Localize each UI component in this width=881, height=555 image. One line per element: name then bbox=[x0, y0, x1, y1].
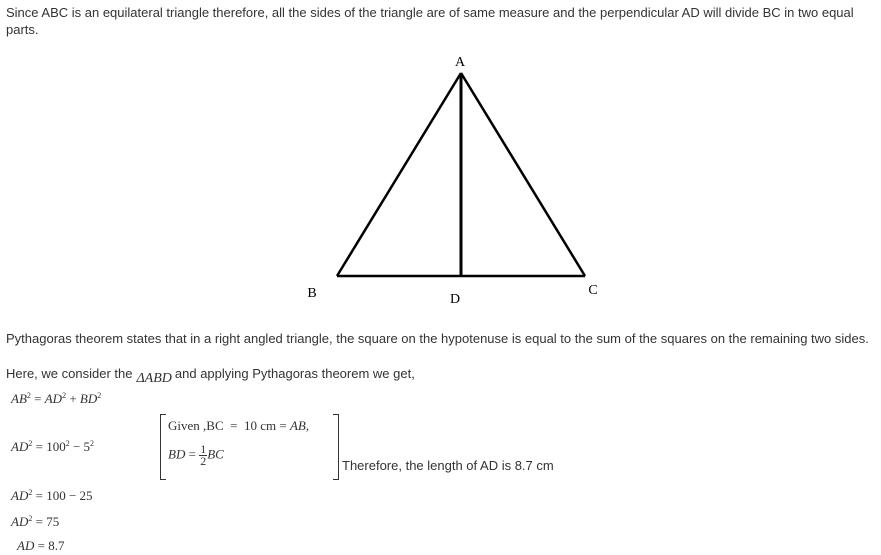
vertex-label-b: B bbox=[307, 286, 317, 301]
equation-5: AD = 8.7 bbox=[17, 538, 65, 553]
one-half-fraction: $\frac{1}{2}$ bbox=[200, 442, 207, 468]
triangle-abd-symbol: ΔABD bbox=[136, 371, 172, 386]
given-left-bracket bbox=[160, 414, 166, 480]
point-label-d: D bbox=[449, 292, 461, 307]
consider-text-after: and applying Pythagoras theorem we get, bbox=[174, 366, 415, 381]
consider-line bbox=[6, 365, 876, 387]
equation-1: $AB^2 = AD^2 + BD^2$ bbox=[11, 391, 102, 406]
given-right-bracket bbox=[333, 414, 339, 480]
side-ab bbox=[337, 73, 461, 276]
conclusion-text: Therefore, the length of AD is 8.7 cm bbox=[342, 458, 554, 473]
consider-text-before: Here, we consider the bbox=[6, 366, 133, 381]
equation-4: $AD^2 = 75$ bbox=[11, 514, 60, 529]
equation-3: $AD^2 = 100 - 25$ bbox=[11, 488, 93, 503]
theorem-paragraph: Pythagoras theorem states that in a right angled triangle, the square on the hypotenuse is equal to the sum of the squares on the remaining two sides. bbox=[6, 331, 869, 346]
given-line-2: BD = $\frac{1}{2}$ BC bbox=[168, 442, 224, 468]
intro-paragraph: Since ABC is an equilateral triangle therefore, all the sides of the triangle are of same measure and the perpendicular AD will divide BC in two equal parts. bbox=[6, 5, 854, 37]
side-ac bbox=[461, 73, 585, 276]
equation-2: $AD^2 = 100^2 - 5^2$ bbox=[11, 439, 95, 454]
vertex-label-a: A bbox=[454, 55, 466, 70]
given-line-1: Given ,BC = 10 cm = AB, bbox=[168, 418, 310, 433]
vertex-label-c: C bbox=[588, 283, 598, 298]
